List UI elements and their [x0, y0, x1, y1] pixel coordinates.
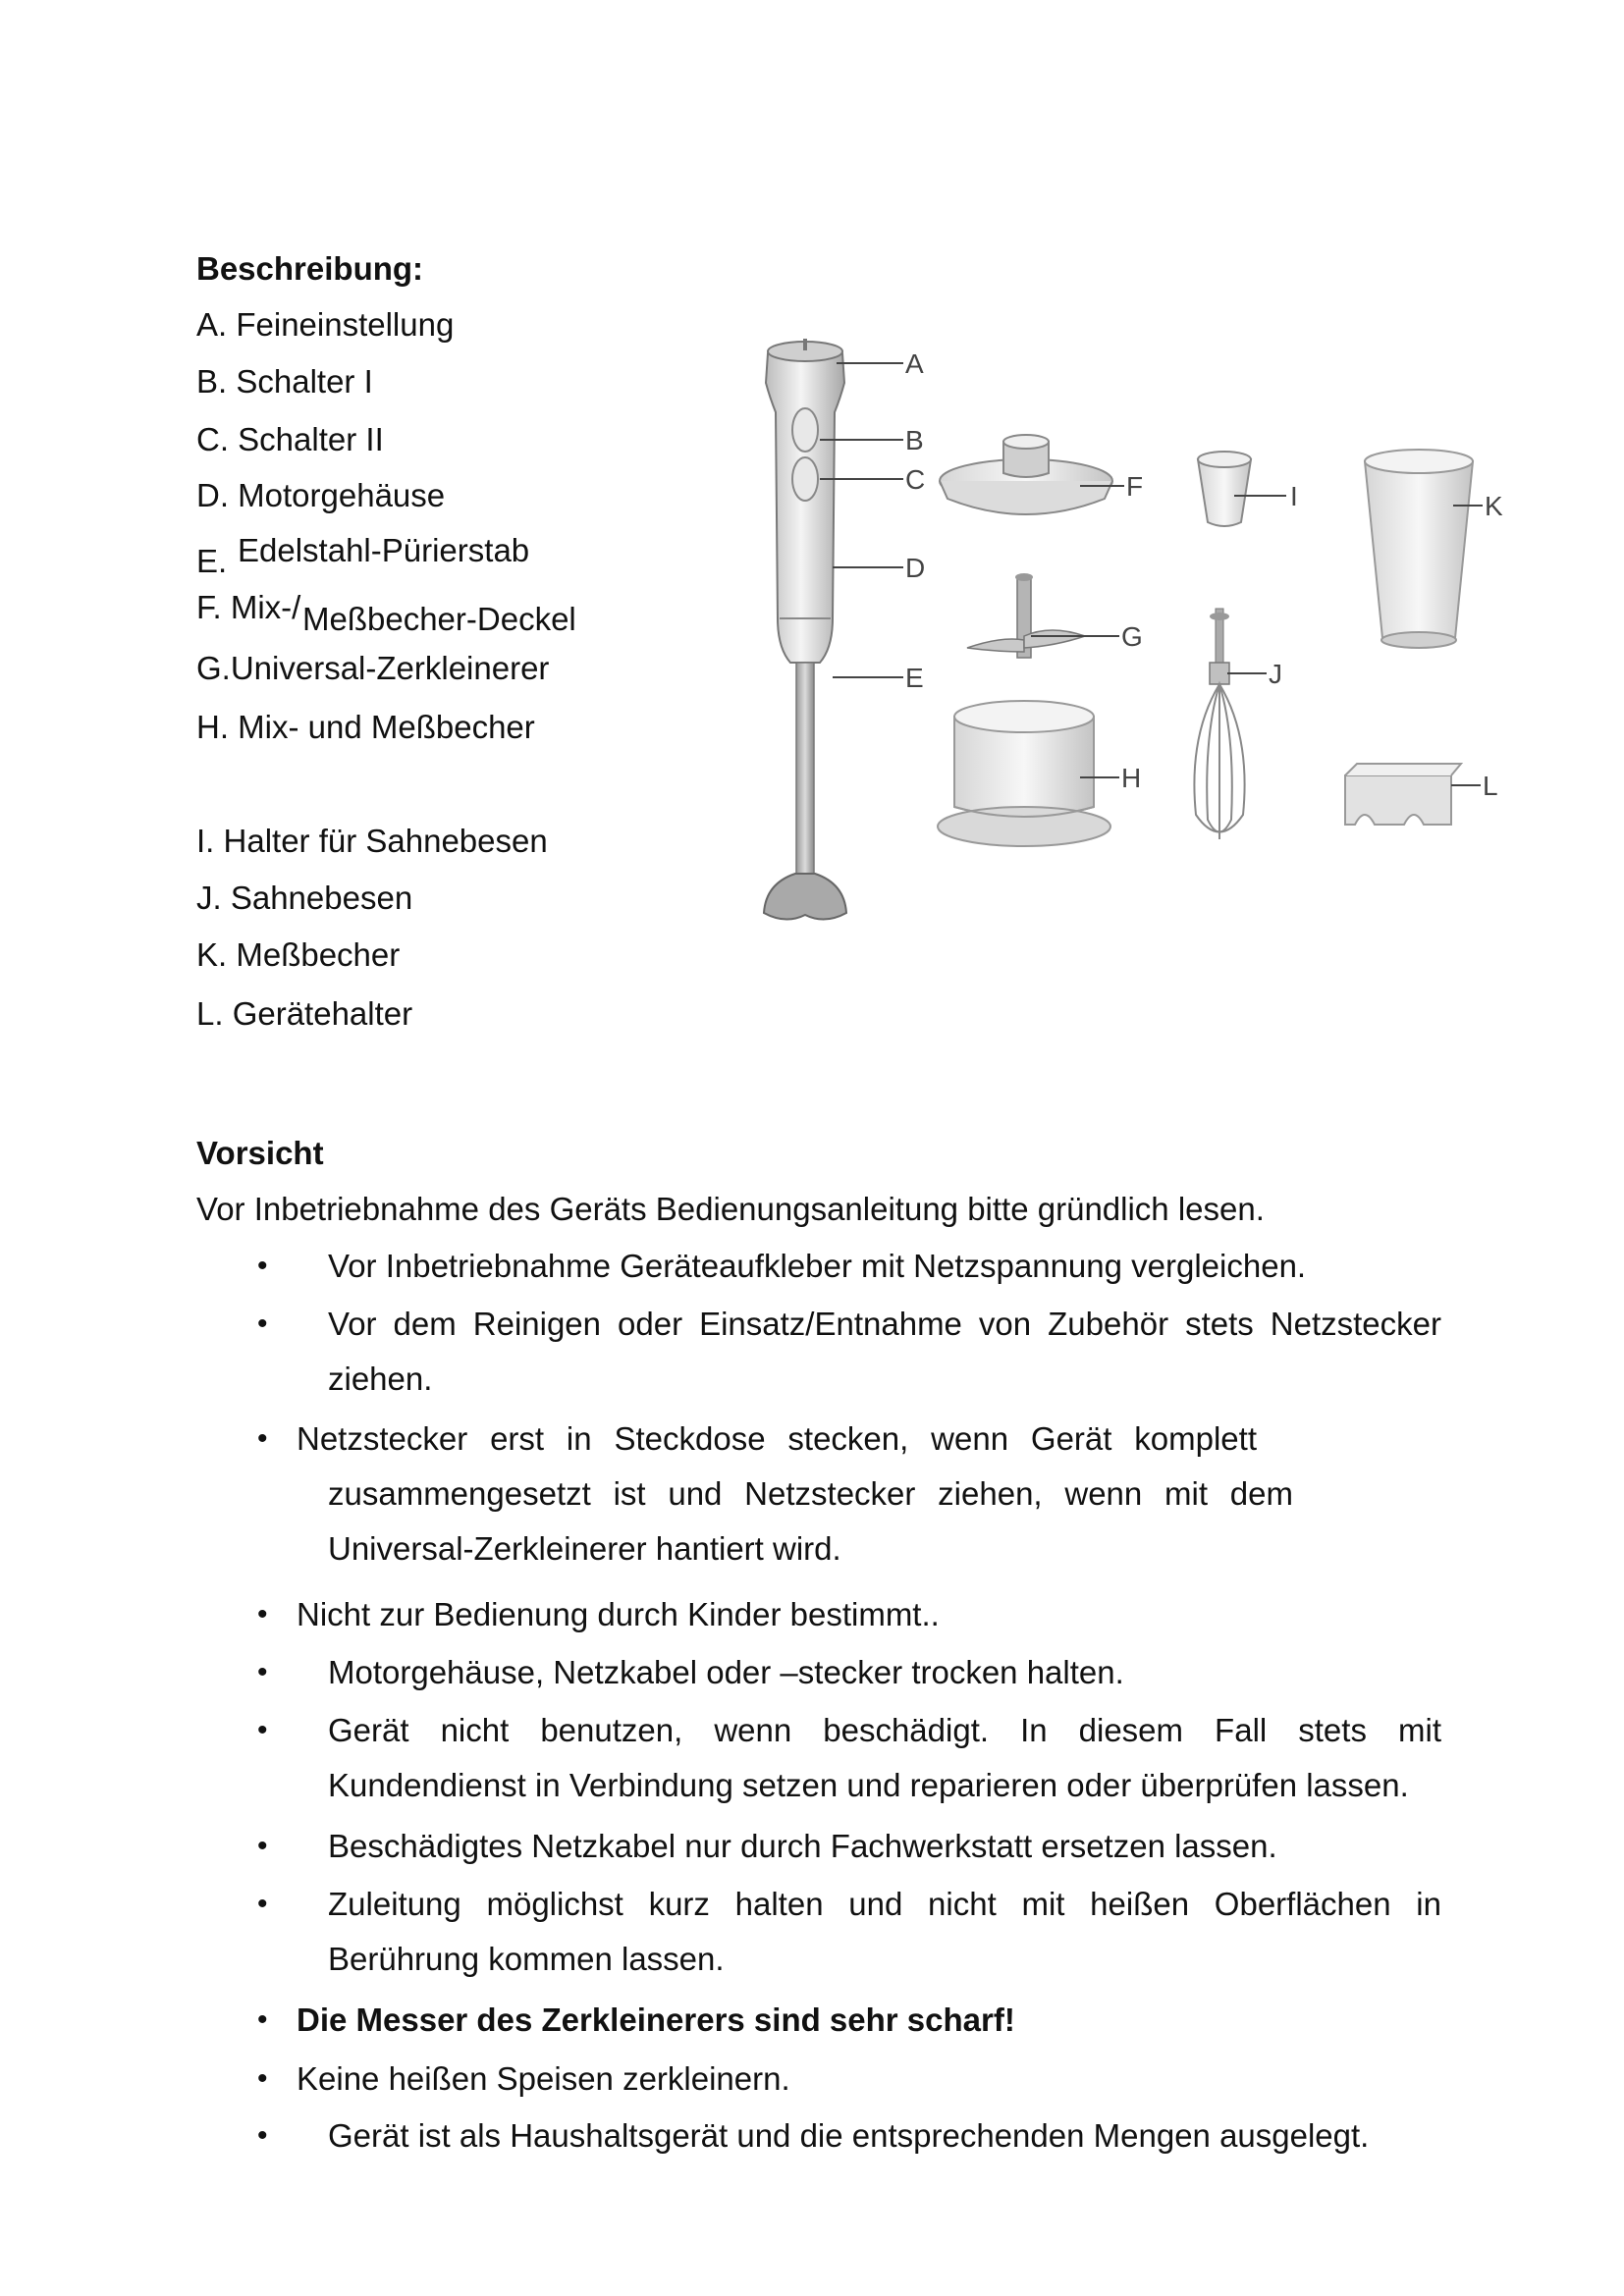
bullet-dot: • [257, 1250, 268, 1282]
figure-label-l: L [1483, 771, 1498, 801]
desc-item-i: I. Halter für Sahnebesen [196, 823, 548, 859]
caution-item [0, 1877, 1624, 1987]
desc-item-b: B. Schalter I [196, 363, 373, 400]
desc-item-c: C. Schalter II [196, 421, 384, 457]
desc-item-h: H. Mix- und Meßbecher [196, 709, 535, 745]
caution-item [0, 1819, 1624, 1874]
bullet-dot: • [257, 2003, 268, 2036]
desc-item-e-letter: E. [196, 543, 228, 579]
caution-item [0, 1587, 1624, 1642]
caution-line: Gerät ist als Haushaltsgerät und die entsprechenden Mengen ausgelegt. [328, 2117, 1370, 2154]
desc-item-d: D. Motorgehäuse [196, 477, 446, 513]
caution-line: Kundendienst in Verbindung setzen und reparieren oder überprüfen lassen. [328, 1767, 1409, 1803]
caution-line: Motorgehäuse, Netzkabel oder –stecker trocken halten. [328, 1654, 1124, 1690]
hand-blender [764, 339, 846, 920]
caution-item [0, 2109, 1624, 2163]
figure-label-h: H [1121, 763, 1142, 793]
device-holder-part-l [1345, 764, 1461, 825]
bullet-dot: • [257, 1598, 268, 1630]
desc-item-f-text: Meßbecher-Deckel [302, 601, 576, 637]
lid-part-f [940, 435, 1112, 514]
caution-line: Gerät nicht benutzen, wenn beschädigt. In diesem Fall stets mit [328, 1712, 1441, 1748]
bullet-dot: • [257, 1656, 268, 1688]
bullet-dot: • [257, 1830, 268, 1862]
caution-item [0, 1645, 1624, 1700]
figure-label-k: K [1485, 491, 1503, 521]
measuring-cup-part-k [1365, 450, 1473, 648]
figure-label-c: C [905, 464, 926, 495]
caution-line: Berührung kommen lassen. [328, 1941, 725, 1977]
desc-item-k: K. Meßbecher [196, 936, 401, 973]
whisk-holder-part-i [1198, 452, 1251, 526]
caution-line: Beschädigtes Netzkabel nur durch Fachwerkstatt ersetzen lassen. [328, 1828, 1277, 1864]
caution-line: Netzstecker erst in Steckdose stecken, wenn Gerät komplett [297, 1420, 1257, 1457]
caution-intro: Vor Inbetriebnahme des Geräts Bedienungsanleitung bitte gründlich lesen. [196, 1191, 1265, 1227]
figure-label-f: F [1126, 471, 1144, 502]
product-diagram [727, 324, 1542, 972]
caution-item [0, 1703, 1624, 1813]
figure-label-j: J [1269, 659, 1282, 689]
caution-item [0, 1239, 1624, 1294]
caution-line: ziehen. [328, 1361, 433, 1397]
caution-line: Universal-Zerkleinerer hantiert wird. [328, 1530, 841, 1567]
desc-item-l: L. Gerätehalter [196, 995, 413, 1032]
figure-label-i: I [1290, 481, 1298, 511]
bullet-dot: • [257, 1422, 268, 1455]
caution-line: Keine heißen Speisen zerkleinern. [297, 2060, 790, 2097]
caution-line-bold: Die Messer des Zerkleinerers sind sehr scharf! [297, 2002, 1015, 2038]
desc-item-g: G.Universal-Zerkleinerer [196, 650, 550, 686]
caution-line: Vor dem Reinigen oder Einsatz/Entnahme von Zubehör stets Netzstecker [328, 1306, 1441, 1342]
chopper-bowl-part-h [938, 701, 1110, 846]
caution-heading: Vorsicht [196, 1135, 324, 1171]
caution-line: Nicht zur Bedienung durch Kinder bestimmt.. [297, 1596, 940, 1632]
figure-label-g: G [1121, 621, 1143, 652]
caution-line: Vor Inbetriebnahme Geräteaufkleber mit Netzspannung vergleichen. [328, 1248, 1307, 1284]
chopper-blade-part-g [967, 573, 1085, 658]
figure-label-e: E [905, 663, 924, 693]
bullet-dot: • [257, 2119, 268, 2152]
bullet-dot: • [257, 2062, 268, 2095]
desc-item-e-text: Edelstahl-Pürierstab [238, 532, 530, 568]
caution-line: Zuleitung möglichst kurz halten und nicht mit heißen Oberflächen in [328, 1886, 1441, 1922]
figure-label-b: B [905, 425, 924, 455]
figure-label-d: D [905, 553, 926, 583]
bullet-dot: • [257, 1714, 268, 1746]
desc-item-a: A. Feineinstellung [196, 306, 455, 343]
caution-item [0, 1297, 1624, 1407]
figure-label-a: A [905, 348, 924, 379]
bullet-dot: • [257, 1308, 268, 1340]
description-heading: Beschreibung: [196, 250, 424, 287]
caution-item [0, 2052, 1624, 2107]
caution-item-warning [0, 1993, 1624, 2048]
caution-item [0, 1412, 1624, 1576]
whisk-part-j [1194, 609, 1244, 839]
desc-item-j: J. Sahnebesen [196, 880, 413, 916]
caution-line: zusammengesetzt ist und Netzstecker ziehen, wenn mit dem [328, 1475, 1293, 1512]
desc-item-f-letter: F. Mix-/ [196, 589, 301, 625]
bullet-dot: • [257, 1888, 268, 1920]
